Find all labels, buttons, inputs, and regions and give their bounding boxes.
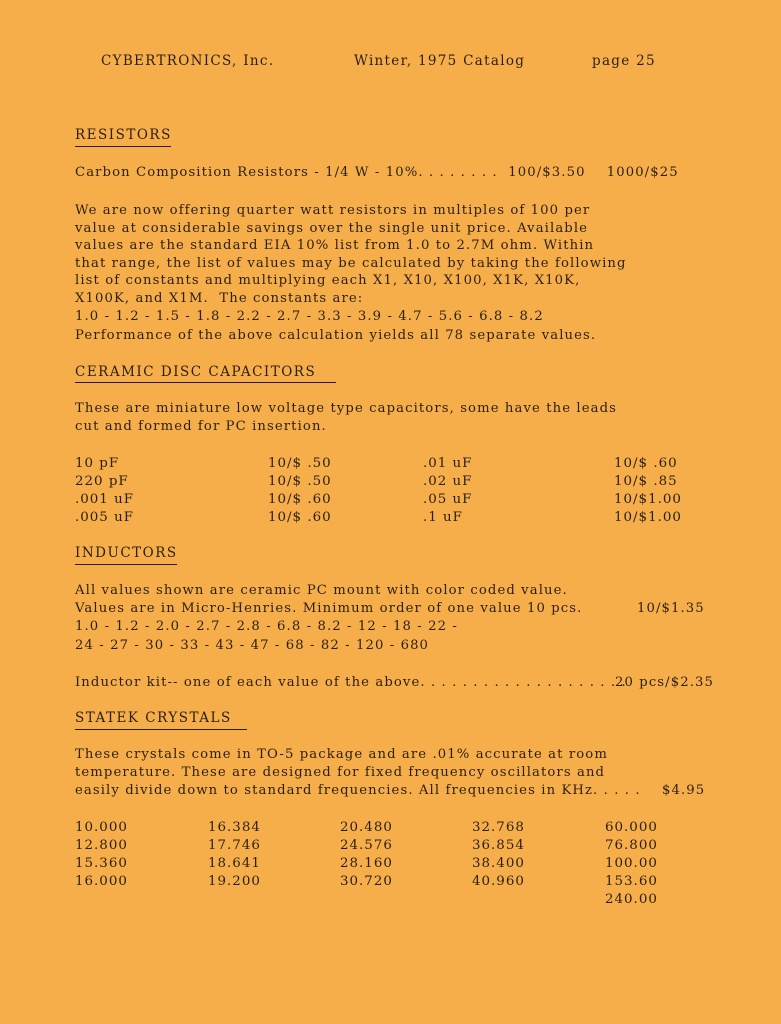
inductor-price: 10/$1.35 [637, 601, 705, 616]
capacitor-value: 10 pF [75, 456, 120, 471]
capacitor-price: 10/$1.00 [614, 492, 682, 507]
capacitor-price: 10/$ .60 [268, 492, 332, 507]
crystal-frequency: 30.720 [340, 874, 393, 889]
section-underline [75, 564, 177, 565]
crystal-frequency: 28.160 [340, 856, 393, 871]
crystal-frequency: 18.641 [208, 856, 261, 871]
paragraph-line: We are now offering quarter watt resistors in multiples of 100 per [75, 203, 591, 218]
crystal-frequency: 36.854 [472, 838, 525, 853]
capacitor-value: .01 uF [423, 456, 473, 471]
crystal-frequency: 32.768 [472, 820, 525, 835]
crystal-frequency: 12.800 [75, 838, 128, 853]
header-page-number: page 25 [592, 53, 656, 69]
crystal-frequency: 10.000 [75, 820, 128, 835]
capacitor-value: .005 uF [75, 510, 134, 525]
paragraph-line: value at considerable savings over the single unit price. Available [75, 220, 589, 236]
crystal-frequency: 60.000 [605, 820, 658, 835]
section-title-capacitors: CERAMIC DISC CAPACITORS [75, 364, 317, 380]
capacitor-price: 10/$ .50 [268, 474, 332, 489]
paragraph-line: that range, the list of values may be calculated by taking the following [75, 255, 627, 271]
crystal-frequency: 19.200 [208, 874, 261, 889]
section-underline [75, 146, 171, 147]
inductor-values: 1.0 - 1.2 - 2.0 - 2.7 - 2.8 - 6.8 - 8.2 - 12 - 18 - 22 - [75, 619, 458, 634]
capacitor-price: 10/$1.00 [614, 510, 682, 525]
paragraph-line: Values are in Micro-Henries. Minimum order of one value 10 pcs. [75, 601, 583, 616]
paragraph-line: list of constants and multiplying each X1, X10, X100, X1K, X10K, [75, 273, 581, 288]
crystal-frequency: 20.480 [340, 820, 393, 835]
section-underline [75, 729, 247, 730]
capacitor-price: 10/$ .60 [614, 456, 678, 471]
section-title-resistors: RESISTORS [75, 127, 172, 143]
paragraph-line: cut and formed for PC insertion. [75, 419, 327, 434]
paragraph-line: These are miniature low voltage type capacitors, some have the leads [75, 401, 617, 416]
crystal-frequency: 16.000 [75, 874, 128, 889]
paragraph-line: X100K, and X1M. The constants are: [75, 291, 364, 306]
capacitor-value: .02 uF [423, 474, 473, 489]
paragraph-line: Performance of the above calculation yields all 78 separate values. [75, 328, 597, 343]
crystal-frequency: 100.00 [605, 856, 658, 871]
section-title-crystals: STATEK CRYSTALS [75, 710, 232, 726]
capacitor-price: 10/$ .85 [614, 474, 678, 489]
resistor-product-line: Carbon Composition Resistors - 1/4 W - 10%. . . . . . . . 100/$3.50 1000/$25 [75, 165, 679, 180]
paragraph-line: values are the standard EIA 10% list from 1.0 to 2.7M ohm. Within [75, 238, 595, 253]
paragraph-line: These crystals come in TO-5 package and are .01% accurate at room [75, 747, 608, 762]
crystal-frequency: 24.576 [340, 838, 393, 853]
paragraph-line: 1.0 - 1.2 - 1.5 - 1.8 - 2.2 - 2.7 - 3.3 - 3.9 - 4.7 - 5.6 - 6.8 - 8.2 [75, 309, 544, 324]
header-company: CYBERTRONICS, Inc. [101, 53, 275, 69]
inductor-kit: Inductor kit-- one of each value of the above. . . . . . . . . . . . . . . . . . . . [75, 675, 627, 690]
inductor-kit-price: 20 pcs/$2.35 [615, 675, 714, 690]
section-underline [75, 382, 336, 383]
capacitor-value: 220 pF [75, 474, 129, 489]
paragraph-line: temperature. These are designed for fixed frequency oscillators and [75, 765, 606, 780]
capacitor-value: .001 uF [75, 492, 134, 507]
crystal-frequency: 240.00 [605, 892, 658, 907]
crystal-price: $4.95 [662, 783, 706, 798]
crystal-frequency: 38.400 [472, 856, 525, 871]
paragraph-line: easily divide down to standard frequencies. All frequencies in KHz. . . . . [75, 783, 641, 798]
capacitor-price: 10/$ .50 [268, 456, 332, 471]
crystal-frequency: 76.800 [605, 838, 658, 853]
crystal-frequency: 40.960 [472, 874, 525, 889]
crystal-frequency: 15.360 [75, 856, 128, 871]
crystal-frequency: 17.746 [208, 838, 261, 853]
paragraph-line: All values shown are ceramic PC mount with color coded value. [75, 583, 568, 598]
crystal-frequency: 16.384 [208, 820, 261, 835]
capacitor-value: .05 uF [423, 492, 473, 507]
section-title-inductors: INDUCTORS [75, 545, 178, 561]
header-catalog: Winter, 1975 Catalog [354, 53, 526, 69]
inductor-values: 24 - 27 - 30 - 33 - 43 - 47 - 68 - 82 - 120 - 680 [75, 638, 430, 653]
crystal-frequency: 153.60 [605, 874, 658, 889]
capacitor-value: .1 uF [423, 510, 463, 525]
capacitor-price: 10/$ .60 [268, 510, 332, 525]
